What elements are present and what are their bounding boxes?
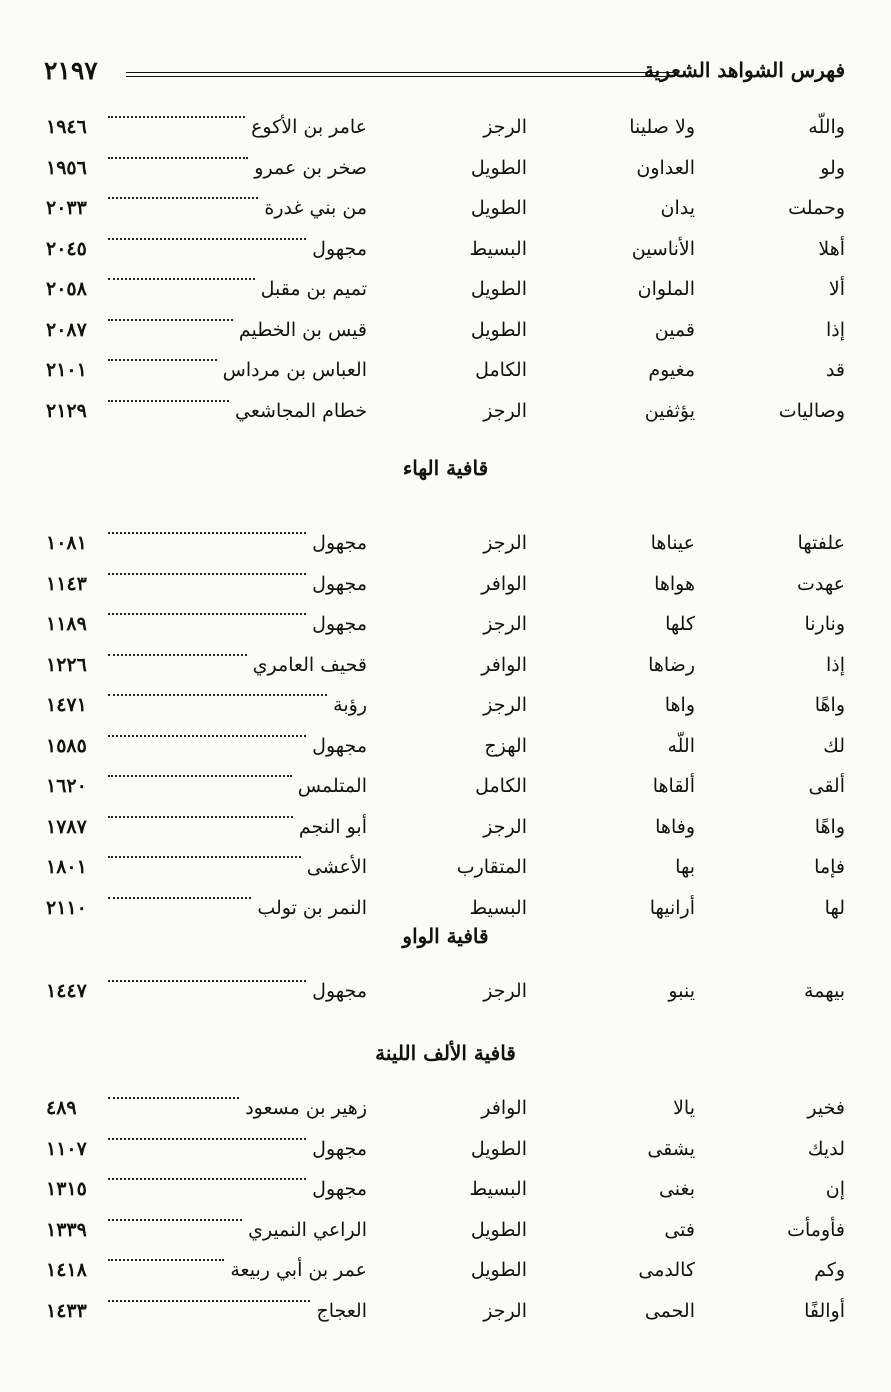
rhyme-word: قد <box>825 359 845 381</box>
rhyme-word: لك <box>823 734 845 757</box>
rhyme-word: وكم <box>814 1259 845 1281</box>
page-reference: ١١٤٣ <box>46 572 87 595</box>
verse-ending: الحمى <box>644 1299 695 1322</box>
dot-leader <box>108 1138 306 1140</box>
meter: الكامل <box>475 359 527 381</box>
rhyme-word: واهًا <box>814 694 845 716</box>
index-row <box>46 108 845 149</box>
dot-leader <box>108 775 292 777</box>
page-reference: ٢٠٣٣ <box>46 197 87 219</box>
verse-ending: كالدمى <box>638 1259 695 1281</box>
meter: الطويل <box>470 1218 527 1241</box>
index-row <box>46 230 845 271</box>
dot-leader <box>108 856 301 858</box>
index-row <box>46 727 845 768</box>
rhyme-word: أوالفًا <box>804 1299 845 1322</box>
meter: الرجز <box>483 116 527 138</box>
rhyme-word: إن <box>825 1178 845 1200</box>
rhyme-word: بيهمة <box>804 980 845 1002</box>
rhyme-word: إذا <box>825 653 845 676</box>
section-title: قافية الهاء <box>402 456 489 480</box>
dot-leader <box>108 359 217 361</box>
poet: تميم بن مقبل <box>260 278 367 300</box>
page-reference: ١٢٢٦ <box>46 653 87 676</box>
index-row <box>46 1089 845 1130</box>
poet: رؤبة <box>333 694 367 716</box>
index-row <box>46 767 845 808</box>
verse-ending: الملوان <box>637 278 695 300</box>
index-section <box>46 448 845 929</box>
rhyme-word: إذا <box>825 318 845 341</box>
rhyme-word: واهًا <box>814 815 845 838</box>
meter: المتقارب <box>456 856 527 878</box>
page-reference: ١٤٤٧ <box>46 980 87 1002</box>
rhyme-word: فأومأت <box>787 1218 845 1241</box>
verse-ending: واها <box>664 694 695 716</box>
dot-leader <box>108 654 247 656</box>
meter: البسيط <box>469 1178 527 1200</box>
dot-leader <box>108 197 258 199</box>
meter: الكامل <box>475 775 527 797</box>
verse-ending: عيناها <box>650 532 695 554</box>
verse-ending: بها <box>675 856 695 878</box>
verse-ending: الأناسين <box>631 237 695 260</box>
page-reference: ١٩٥٦ <box>46 156 87 179</box>
verse-ending: ولا صلينا <box>629 116 695 138</box>
rhyme-word: لديك <box>807 1137 845 1160</box>
index-row <box>46 646 845 687</box>
rhyme-word: وصاليات <box>778 399 845 422</box>
rhyme-word: أهلا <box>818 237 845 260</box>
dot-leader <box>108 980 306 982</box>
page-reference: ٢٠٨٧ <box>46 318 87 341</box>
poet: مجهول <box>312 613 367 635</box>
index-section <box>46 1033 845 1332</box>
meter: الطويل <box>470 197 527 219</box>
poet: النمر بن تولب <box>257 896 367 919</box>
page-reference: ١١٠٧ <box>46 1137 87 1160</box>
page-reference: ٢١١٠ <box>46 896 87 919</box>
page-reference: ٤٨٩ <box>46 1097 77 1119</box>
index-row <box>46 189 845 230</box>
header-rule <box>126 72 675 77</box>
rhyme-word: ألا <box>828 278 845 300</box>
verse-ending: ألقاها <box>652 775 695 797</box>
verse-ending: فتى <box>664 1218 695 1241</box>
dot-leader <box>108 319 233 321</box>
dot-leader <box>108 735 306 737</box>
poet: العباس بن مرداس <box>222 359 367 381</box>
meter: الرجز <box>483 694 527 716</box>
dot-leader <box>108 157 248 159</box>
index-row <box>46 686 845 727</box>
dot-leader <box>108 238 306 240</box>
index-section <box>46 916 845 1013</box>
meter: الطويل <box>470 1259 527 1281</box>
index-row <box>46 848 845 889</box>
poet: المتلمس <box>297 775 367 797</box>
meter: الرجز <box>483 1299 527 1322</box>
dot-leader <box>108 1178 306 1180</box>
verse-ending: يؤثفين <box>644 399 695 422</box>
index-row <box>46 605 845 646</box>
poet: زهير بن مسعود <box>245 1097 367 1119</box>
page-reference: ٢١٢٩ <box>46 399 87 422</box>
meter: الرجز <box>483 532 527 554</box>
index-row <box>46 1211 845 1252</box>
dot-leader <box>108 816 293 818</box>
index-row <box>46 1170 845 1211</box>
page-reference: ١٣٣٩ <box>46 1218 87 1241</box>
page-reference: ١٧٨٧ <box>46 815 87 838</box>
poet: مجهول <box>312 734 367 757</box>
poet: الأعشى <box>306 856 367 878</box>
verse-ending: أرانيها <box>649 896 695 919</box>
rhyme-word: واللّه <box>808 116 845 138</box>
verse-ending: يالا <box>673 1097 695 1119</box>
dot-leader <box>108 897 251 899</box>
dot-leader <box>108 694 327 696</box>
index-row <box>46 565 845 606</box>
page-reference: ١٠٨١ <box>46 532 87 554</box>
index-row <box>46 351 845 392</box>
index-section <box>46 108 845 432</box>
poet: قيس بن الخطيم <box>238 318 367 341</box>
verse-ending: بغنى <box>658 1178 695 1200</box>
section-title: قافية الواو <box>402 924 489 948</box>
poet: مجهول <box>312 532 367 554</box>
index-row <box>46 1251 845 1292</box>
page-reference: ١٩٤٦ <box>46 116 87 138</box>
poet: مجهول <box>312 572 367 595</box>
index-row <box>46 311 845 352</box>
index-row <box>46 149 845 190</box>
page-reference: ١٣١٥ <box>46 1178 87 1200</box>
poet: من بني غدرة <box>264 197 367 219</box>
rhyme-word: ولو <box>820 156 845 179</box>
verse-ending: اللّه <box>667 734 695 757</box>
page-reference: ١٤٧١ <box>46 694 87 716</box>
meter: الهزج <box>484 734 527 757</box>
page-reference: ١٦٢٠ <box>46 775 87 797</box>
verse-ending: قمين <box>654 318 695 341</box>
poet: مجهول <box>312 1178 367 1200</box>
rhyme-word: ألقى <box>808 775 845 797</box>
poet: أبو النجم <box>298 815 367 838</box>
poet: مجهول <box>312 1137 367 1160</box>
verse-ending: هواها <box>654 572 695 595</box>
running-title: فهرس الشواهد الشعرية <box>643 58 845 82</box>
page-reference: ٢١٠١ <box>46 359 87 381</box>
dot-leader <box>108 116 245 118</box>
verse-ending: وفاها <box>655 815 695 838</box>
page-reference: ١٥٨٥ <box>46 734 87 757</box>
poet: مجهول <box>312 980 367 1002</box>
verse-ending: رضاها <box>648 653 695 676</box>
meter: الوافر <box>481 572 527 595</box>
meter: الرجز <box>483 980 527 1002</box>
poet: صخر بن عمرو <box>254 156 367 179</box>
verse-ending: يدان <box>660 197 695 219</box>
dot-leader <box>108 278 255 280</box>
page-reference: ١١٨٩ <box>46 613 87 635</box>
poet: مجهول <box>312 237 367 260</box>
meter: الطويل <box>470 1137 527 1160</box>
page-reference: ٢٠٥٨ <box>46 278 87 300</box>
poet: عامر بن الأكوع <box>251 116 367 138</box>
meter: الرجز <box>483 399 527 422</box>
index-row <box>46 972 845 1013</box>
rhyme-word: عهدت <box>797 572 845 595</box>
index-row <box>46 1130 845 1171</box>
page-number: ٢١٩٧ <box>44 56 98 85</box>
page-reference: ١٤١٨ <box>46 1259 87 1281</box>
verse-ending: يشقى <box>647 1137 695 1160</box>
index-row <box>46 392 845 433</box>
index-row <box>46 270 845 311</box>
poet: الراعي النميري <box>248 1218 367 1241</box>
meter: الرجز <box>483 815 527 838</box>
poet: خطام المجاشعي <box>235 399 367 422</box>
verse-ending: ينبو <box>668 980 695 1002</box>
dot-leader <box>108 532 306 534</box>
meter: الطويل <box>470 278 527 300</box>
meter: الوافر <box>481 1097 527 1119</box>
index-row <box>46 524 845 565</box>
rhyme-word: علفتها <box>797 532 845 554</box>
meter: البسيط <box>469 237 527 260</box>
poet: قحيف العامري <box>252 653 367 676</box>
meter: الطويل <box>470 318 527 341</box>
section-title: قافية الألف اللينة <box>375 1041 516 1065</box>
page-reference: ١٤٣٣ <box>46 1299 87 1322</box>
page-reference: ١٨٠١ <box>46 856 87 878</box>
meter: البسيط <box>469 896 527 919</box>
meter: الوافر <box>481 653 527 676</box>
dot-leader <box>108 573 306 575</box>
dot-leader <box>108 613 306 615</box>
dot-leader <box>108 1097 239 1099</box>
rhyme-word: فخير <box>807 1097 845 1119</box>
meter: الطويل <box>470 156 527 179</box>
dot-leader <box>108 1219 242 1221</box>
rhyme-word: فإما <box>814 856 845 878</box>
poet: عمر بن أبي ربيعة <box>230 1259 367 1281</box>
dot-leader <box>108 1259 224 1261</box>
index-row <box>46 808 845 849</box>
rhyme-word: وحملت <box>788 197 845 219</box>
rhyme-word: لها <box>824 896 845 919</box>
dot-leader <box>108 1300 310 1302</box>
rhyme-word: ونارنا <box>804 613 845 635</box>
meter: الرجز <box>483 613 527 635</box>
poet: العجاج <box>316 1299 367 1322</box>
dot-leader <box>108 400 229 402</box>
index-row <box>46 1292 845 1333</box>
page-header <box>44 56 845 92</box>
page-reference: ٢٠٤٥ <box>46 237 87 260</box>
verse-ending: مغيوم <box>648 359 695 381</box>
verse-ending: كلها <box>665 613 695 635</box>
verse-ending: العداون <box>636 156 695 179</box>
